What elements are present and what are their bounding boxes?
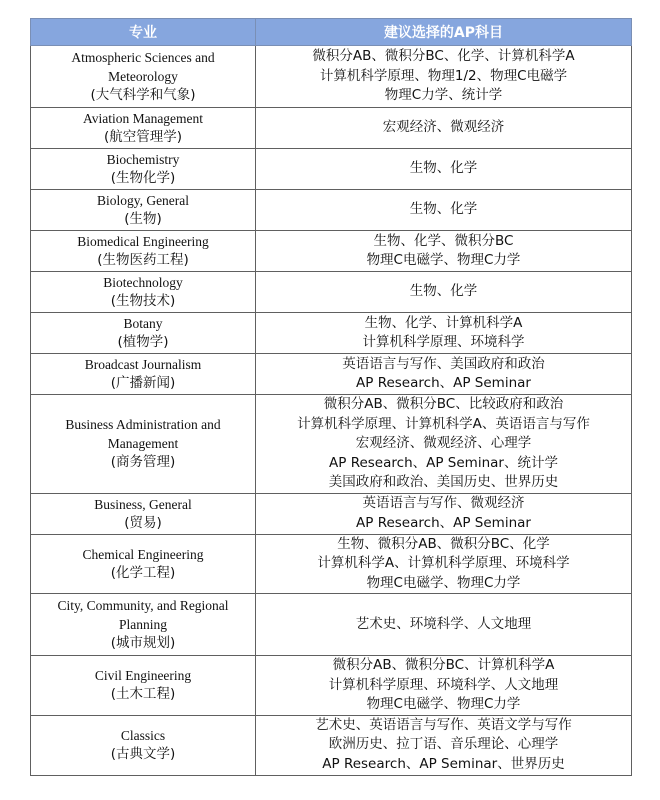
course-line: 物理C电磁学、物理C力学 xyxy=(366,252,521,268)
table-body xyxy=(31,46,632,776)
major-chinese-name: (植物学) xyxy=(117,334,169,350)
courses-cell xyxy=(256,313,632,354)
major-english-name: Biotechnology xyxy=(103,275,183,290)
courses-cell xyxy=(256,190,632,231)
courses-cell xyxy=(256,395,632,494)
major-english-name: Botany xyxy=(123,316,163,331)
course-line: 艺术史、环境科学、人文地理 xyxy=(355,615,532,632)
courses-cell xyxy=(256,656,632,716)
course-line: 计算机科学原理、环境科学、人文地理 xyxy=(328,676,559,693)
major-chinese-name: (生物医药工程) xyxy=(97,252,189,268)
table-row xyxy=(31,715,632,775)
courses-cell xyxy=(256,493,632,534)
course-line: 欧洲历史、拉丁语、音乐理论、心理学 xyxy=(328,736,559,753)
course-line: 物理C电磁学、物理C力学 xyxy=(366,574,521,591)
table-row xyxy=(31,395,632,494)
ap-course-table xyxy=(30,18,632,776)
major-english-name: Biochemistry xyxy=(106,152,180,167)
major-cell xyxy=(31,231,256,272)
major-english-name: Biology, General xyxy=(96,193,190,208)
major-english-name: Civil Engineering xyxy=(94,668,192,684)
course-line: AP Research、AP Seminar xyxy=(356,375,531,391)
major-english-name: Chemical Engineering xyxy=(82,546,204,562)
major-english-name: Management xyxy=(107,436,179,452)
header-courses: 建议选择的AP科目 xyxy=(256,19,632,46)
major-cell xyxy=(31,493,256,534)
major-cell xyxy=(31,313,256,354)
course-line: 计算机科学A、计算机科学原理、环境科学 xyxy=(317,555,570,571)
course-line: 英语语言与写作、美国政府和政治 xyxy=(342,355,545,372)
table-row xyxy=(31,190,632,231)
course-line: 计算机科学原理、物理1/2、物理C电磁学 xyxy=(319,67,568,84)
courses-cell xyxy=(256,46,632,108)
table-row xyxy=(31,354,632,395)
major-english-name: Business, General xyxy=(94,496,192,512)
major-chinese-name: (商务管理) xyxy=(110,454,176,471)
major-cell xyxy=(31,272,256,313)
major-english-name: Meteorology xyxy=(108,69,178,84)
major-cell xyxy=(31,594,256,656)
major-cell xyxy=(31,149,256,190)
major-english-name: Aviation Management xyxy=(82,111,204,126)
course-line: 宏观经济、微观经济、心理学 xyxy=(355,435,532,451)
course-line: 生物、化学、计算机科学A xyxy=(364,314,523,331)
table-row xyxy=(31,594,632,656)
major-chinese-name: (广播新闻) xyxy=(110,375,176,391)
table-row xyxy=(31,493,632,534)
major-english-name: Atmospheric Sciences and xyxy=(71,50,215,65)
table-row xyxy=(31,313,632,354)
major-english-name: Classics xyxy=(120,728,166,743)
major-cell xyxy=(31,656,256,716)
major-chinese-name: (生物技术) xyxy=(110,293,176,309)
course-line: 宏观经济、微观经济 xyxy=(382,119,505,136)
course-line: 计算机科学原理、环境科学 xyxy=(362,334,525,350)
courses-cell xyxy=(256,715,632,775)
table-header-row xyxy=(31,19,632,46)
major-cell xyxy=(31,108,256,149)
course-line: 生物、化学、微积分BC xyxy=(373,232,514,249)
course-line: AP Research、AP Seminar xyxy=(356,514,531,531)
courses-cell xyxy=(256,231,632,272)
major-english-name: Planning xyxy=(118,617,167,632)
major-chinese-name: (贸易) xyxy=(124,514,162,531)
course-line: 生物、化学 xyxy=(409,283,478,300)
major-english-name: Biomedical Engineering xyxy=(77,234,209,249)
major-cell xyxy=(31,354,256,395)
courses-cell xyxy=(256,272,632,313)
courses-cell xyxy=(256,534,632,594)
course-line: 物理C力学、统计学 xyxy=(384,87,503,104)
major-chinese-name: (土木工程) xyxy=(110,686,176,703)
table-row xyxy=(31,46,632,108)
courses-cell xyxy=(256,594,632,656)
course-line: 计算机科学原理、计算机科学A、英语语言与写作 xyxy=(297,415,590,432)
course-line: AP Research、AP Seminar、统计学 xyxy=(329,454,558,471)
course-line: 微积分AB、微积分BC、计算机科学A xyxy=(332,657,555,673)
course-line: 物理C电磁学、物理C力学 xyxy=(366,696,521,712)
header-major: 专业 xyxy=(31,19,256,46)
major-cell xyxy=(31,534,256,594)
table-row xyxy=(31,231,632,272)
major-cell xyxy=(31,395,256,494)
major-cell xyxy=(31,715,256,775)
table-row xyxy=(31,656,632,716)
course-line: 美国政府和政治、美国历史、世界历史 xyxy=(328,474,559,490)
major-english-name: Broadcast Journalism xyxy=(84,357,202,372)
major-chinese-name: (航空管理学) xyxy=(103,129,183,145)
courses-cell xyxy=(256,354,632,395)
course-line: 微积分AB、微积分BC、比较政府和政治 xyxy=(323,396,564,412)
course-line: 生物、化学 xyxy=(409,160,478,177)
course-line: 生物、化学 xyxy=(409,201,478,218)
major-chinese-name: (化学工程) xyxy=(110,564,176,581)
major-english-name: Business Administration and xyxy=(65,417,221,433)
table-row xyxy=(31,108,632,149)
table-row xyxy=(31,534,632,594)
course-line: AP Research、AP Seminar、世界历史 xyxy=(322,755,565,772)
courses-cell xyxy=(256,149,632,190)
course-line: 微积分AB、微积分BC、化学、计算机科学A xyxy=(312,48,575,65)
course-line: 英语语言与写作、微观经济 xyxy=(362,495,525,511)
major-english-name: City, Community, and Regional xyxy=(57,598,229,613)
major-chinese-name: (古典文学) xyxy=(110,746,176,762)
major-chinese-name: (生物化学) xyxy=(110,170,176,186)
table-row xyxy=(31,272,632,313)
course-line: 艺术史、英语语言与写作、英语文学与写作 xyxy=(315,716,572,733)
courses-cell xyxy=(256,108,632,149)
major-cell xyxy=(31,190,256,231)
major-chinese-name: (生物) xyxy=(124,211,162,227)
major-cell xyxy=(31,46,256,108)
table-row xyxy=(31,149,632,190)
course-line: 生物、微积分AB、微积分BC、化学 xyxy=(337,535,550,552)
major-chinese-name: (大气科学和气象) xyxy=(90,87,196,103)
ap-course-table-container xyxy=(30,18,631,776)
major-chinese-name: (城市规划) xyxy=(110,635,176,651)
